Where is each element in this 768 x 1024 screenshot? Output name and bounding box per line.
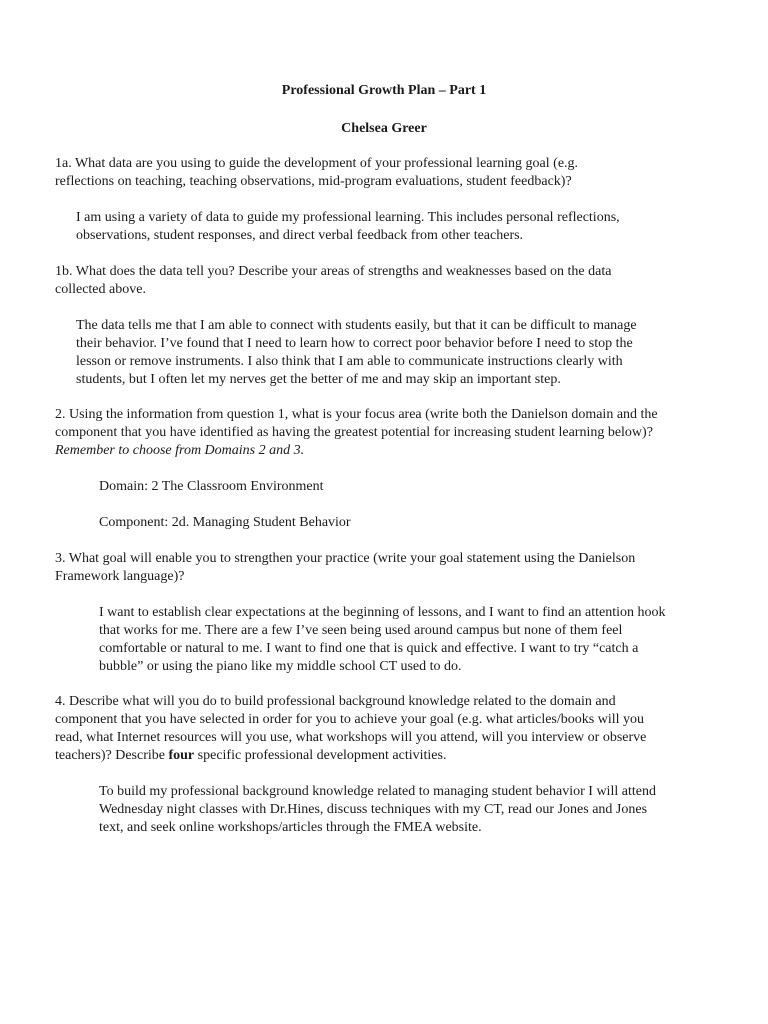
question-line: collected above. (55, 282, 146, 297)
emphasis-four: four (168, 748, 195, 763)
answer-line: bubble” or using the piano like my middle school CT used to do. (99, 659, 462, 674)
question-note: Remember to choose from Domains 2 and 3. (55, 443, 305, 458)
answer-line: their behavior. I’ve found that I need to learn how to correct poor behavior before I need to stop the (76, 336, 633, 351)
question-line: component that you have identified as having the greatest potential for increasing student learning below)? (55, 425, 653, 440)
document-title: Professional Growth Plan – Part 1 (281, 83, 487, 98)
component-text: Component: 2d. Managing Student Behavior (99, 515, 351, 530)
answer-line: comfortable or natural to me. I want to find one that is quick and effective. I want to try “catch a (99, 641, 639, 656)
question-4 (55, 693, 725, 765)
question-1b (55, 263, 725, 299)
answer-2-component (99, 514, 719, 532)
answer-line: lesson or remove instruments. I also think that I am able to communicate instructions clearly with (76, 354, 623, 369)
question-line: 1a. What data are you using to guide the development of your professional learning goal (e.g. (55, 156, 579, 171)
answer-line: that works for me. There are a few I’ve seen being used around campus but none of them feel (99, 623, 623, 638)
question-line: Framework language)? (55, 569, 185, 584)
question-line: reflections on teaching, teaching observations, mid-program evaluations, student feedback)? (55, 174, 572, 189)
question-line: read, what Internet resources will you use, what workshops will you attend, will you interview or observe (55, 730, 647, 745)
answer-3 (99, 604, 719, 676)
question-text: teachers)? Describe (55, 748, 169, 763)
answer-4 (99, 783, 719, 837)
answer-line: To build my professional background knowledge related to managing student behavior I will attend (99, 784, 656, 799)
question-text: specific professional development activities. (194, 748, 447, 763)
question-line: 4. Describe what will you do to build professional background knowledge related to the domain and (55, 694, 616, 709)
answer-line: Wednesday night classes with Dr.Hines, discuss techniques with my CT, read our Jones and Jones (99, 802, 648, 817)
question-2 (55, 406, 725, 460)
answer-line: I am using a variety of data to guide my professional learning. This includes personal reflections, (76, 210, 620, 225)
answer-2-domain (99, 478, 719, 496)
answer-1b (76, 317, 716, 389)
answer-1a (76, 209, 716, 245)
answer-line: I want to establish clear expectations at the beginning of lessons, and I want to find an attention hook (99, 605, 666, 620)
answer-line: text, and seek online workshops/articles through the FMEA website. (99, 820, 482, 835)
question-line (55, 747, 725, 765)
question-line: 2. Using the information from question 1, what is your focus area (write both the Danielson domain and the (55, 407, 658, 422)
question-line: component that you have selected in order for you to achieve your goal (e.g. what articles/books will you (55, 712, 644, 727)
answer-line: observations, student responses, and direct verbal feedback from other teachers. (76, 228, 524, 243)
question-3 (55, 550, 725, 586)
question-line: 3. What goal will enable you to strengthen your practice (write your goal statement using the Danielson (55, 551, 636, 566)
author-name: Chelsea Greer (341, 121, 427, 136)
answer-line: The data tells me that I am able to connect with students easily, but that it can be difficult to manage (76, 318, 637, 333)
domain-text: Domain: 2 The Classroom Environment (99, 479, 324, 494)
answer-line: students, but I often let my nerves get the better of me and may skip an important step. (76, 372, 561, 387)
question-line: 1b. What does the data tell you? Describe your areas of strengths and weaknesses based on the data (55, 264, 612, 279)
question-1a (55, 155, 725, 191)
